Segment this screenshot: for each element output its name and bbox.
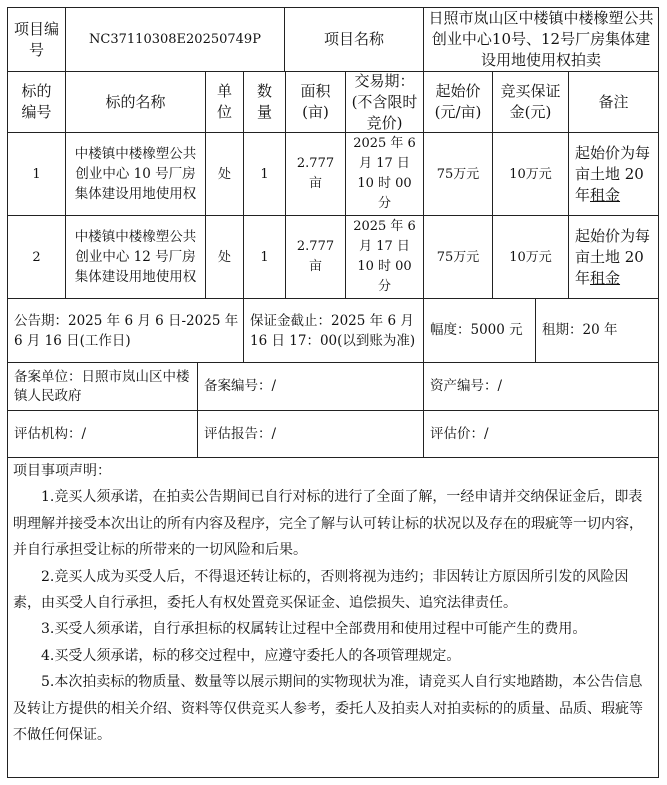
- announcement-period: 公告期：2025 年 6 月 6 日-2025 年 6 月 16 日(工作日): [14, 312, 239, 349]
- note-item: 4.买受人须承诺，标的移交过程中，应遵守委托人的各项管理规定。: [41, 647, 461, 664]
- remark-text: 起始价为每亩土地 20 年: [575, 143, 651, 204]
- filing-unit: 备案单位：日照市岚山区中楼镇人民政府: [14, 368, 190, 404]
- col-unit: 单位: [216, 82, 232, 121]
- row-area: 2.777 亩: [296, 156, 335, 191]
- lease-term: 租期：20 年: [542, 322, 618, 338]
- valuation-agency: 评估机构：/: [14, 425, 87, 442]
- row-remark: [569, 216, 658, 298]
- row-lot-name: 中楼镇中楼橡塑公共创业中心 12 号厂房集体建设用地使用权: [74, 229, 197, 285]
- project-name-label: 项目名称: [323, 30, 384, 48]
- col-start-price: 起始价(元/亩): [434, 82, 482, 121]
- row-area: 2.777 亩: [296, 239, 335, 274]
- note-item: 2.竞买人成为买受人后，不得退还转让标的，否则将视为违约；非因转让方原因所引发的风险因素，由买受人自行承担，委托人有权处置竞买保证金、追偿损失、追究法律责任。: [13, 568, 629, 612]
- remark-underlined: 租金: [590, 185, 621, 204]
- row-remark: [569, 133, 658, 215]
- note-item: 1.竞买人须承诺，在拍卖公告期间已自行对标的进行了全面了解，一经申请并交纳保证金后，即表明理解并接受本次出让的所有内容及程序，完全了解与认可转让标的状况以及存在的瑕疵等一切内容，并自行承担受让标的所带来的一切风险和后果。: [13, 489, 643, 559]
- project-name-value: 日照市岚山区中楼镇中楼橡塑公共创业中心10号、12号厂房集体建设用地使用权拍卖: [428, 9, 654, 69]
- row-trade-period: 2025 年 6 月 17 日 10 时 00 分: [353, 136, 416, 211]
- col-area: 面积(亩): [300, 82, 331, 121]
- project-no-value: NC37110308E20250749P: [89, 32, 261, 47]
- col-remark: 备注: [598, 92, 629, 111]
- row-qty: 1: [260, 166, 269, 182]
- asset-no: 资产编号：/: [430, 378, 503, 394]
- row-lot-name: 中楼镇中楼橡塑公共创业中心 10 号厂房集体建设用地使用权: [74, 146, 197, 202]
- row-lot-no: 1: [32, 166, 41, 182]
- row-start-price: 75万元: [436, 249, 480, 265]
- filing-no: 备案编号：/: [204, 378, 277, 394]
- note-item: 3.买受人须承诺，自行承担标的权属转让过程中全部费用和使用过程中可能产生的费用。: [41, 621, 587, 638]
- deposit-deadline: 保证金截止：2025 年 6 月 16 日 17：00(以到账为准): [250, 312, 416, 349]
- row-trade-period: 2025 年 6 月 17 日 10 时 00 分: [353, 219, 416, 294]
- valuation-price: 评估价：/: [430, 425, 489, 442]
- row-unit: 处: [217, 249, 231, 265]
- project-notes: [13, 458, 655, 748]
- col-lot-no: 标的编号: [21, 82, 52, 121]
- col-deposit: 竞买保证金(元): [500, 82, 561, 121]
- row-deposit: 10万元: [509, 249, 552, 265]
- remark-underlined: 租金: [590, 268, 621, 287]
- row-lot-no: 2: [32, 249, 41, 265]
- col-qty: 数量: [256, 82, 272, 121]
- notes-title: 项目事项声明：: [13, 463, 111, 479]
- col-lot-name: 标的名称: [105, 92, 166, 111]
- project-no-label: 项目编号: [13, 19, 59, 59]
- col-trade-period: 交易期：(不含限时竞价): [351, 72, 418, 132]
- remark-text: 起始价为每亩土地 20 年: [575, 226, 651, 287]
- increment: 幅度：5000 元: [430, 322, 523, 338]
- row-qty: 1: [260, 249, 269, 265]
- row-start-price: 75万元: [436, 166, 480, 182]
- note-item: 5.本次拍卖标的物质量、数量等以展示期间的实物现状为准，请竞买人自行实地踏勘，本公告信息及转让方提供的相关介绍、资料等仅供竞买人参考，委托人及拍卖人对拍卖标的的质量、品质、瑕疵等不做任何保证。: [13, 674, 643, 744]
- row-deposit: 10万元: [509, 166, 552, 182]
- valuation-report: 评估报告：/: [204, 425, 277, 442]
- row-unit: 处: [217, 166, 231, 182]
